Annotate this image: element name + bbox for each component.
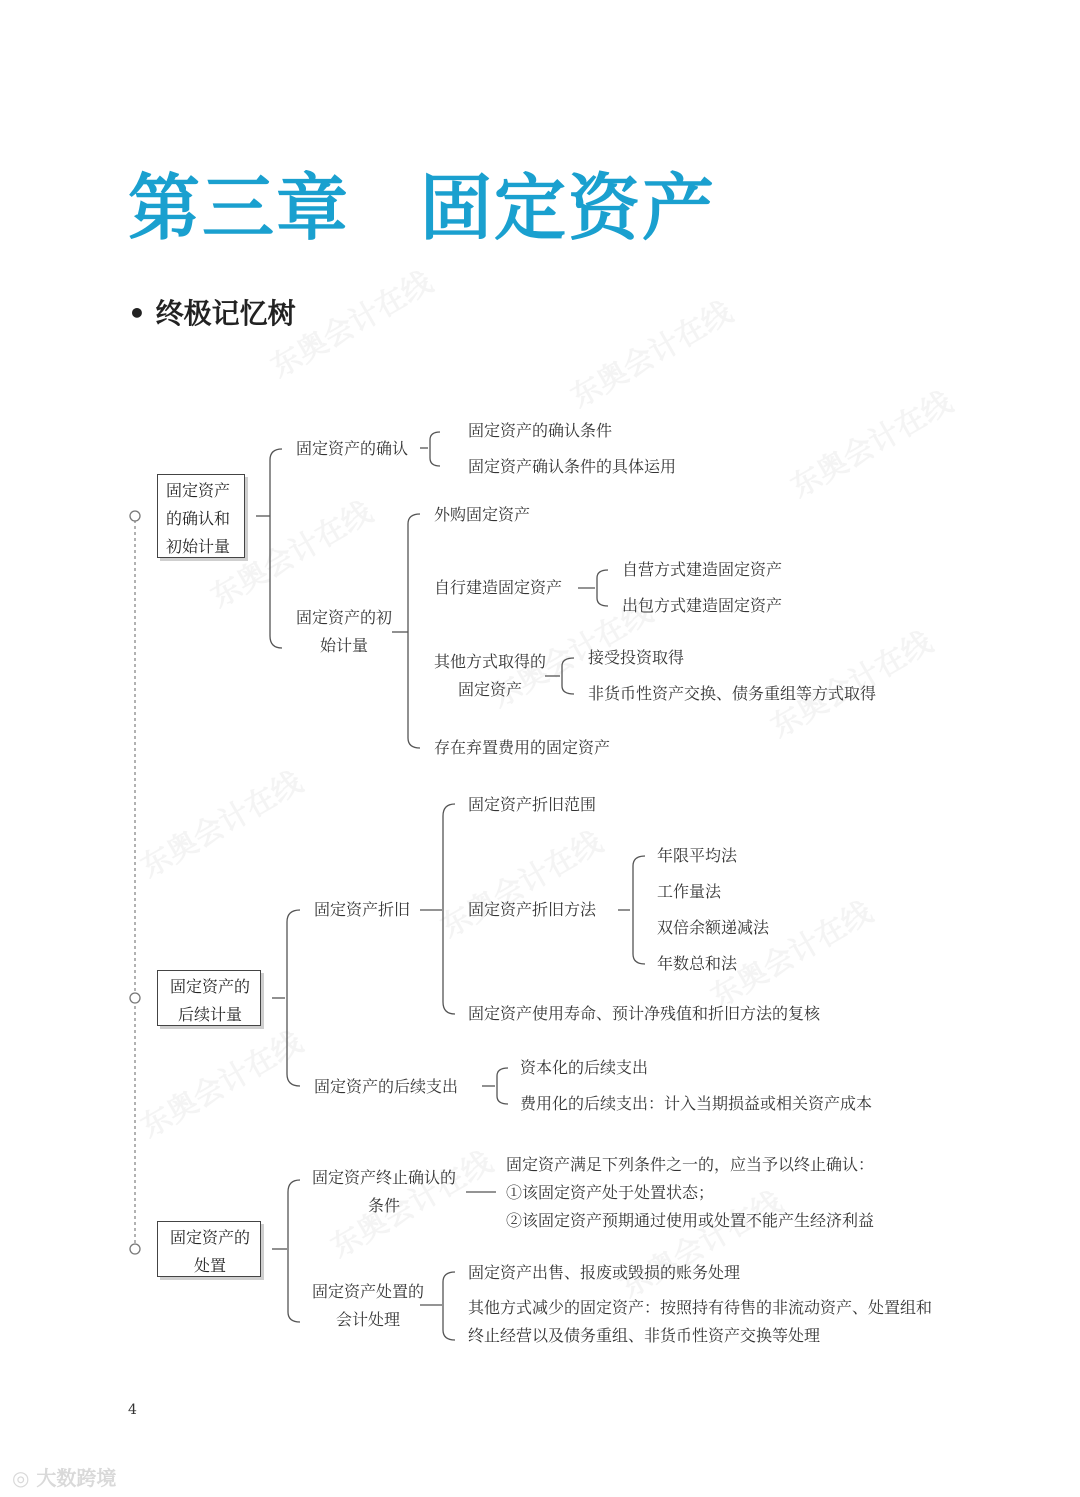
node-recognition-conditions: 固定资产的确认条件	[468, 421, 613, 440]
node-investment: 接受投资取得	[588, 648, 685, 667]
node-other-acquisition: 其他方式取得的固定资产	[434, 652, 547, 699]
node-disposal-cost: 存在弃置费用的固定资产	[434, 738, 611, 757]
derecognition-text-1: 固定资产满足下列条件之一的，应当予以终止确认：	[506, 1155, 875, 1174]
node-subsequent-expenditure: 固定资产的后续支出	[314, 1077, 459, 1096]
watermark-text: 大数跨境	[36, 1466, 117, 1490]
category-box-disposal	[157, 1221, 261, 1277]
node-self-operated: 自营方式建造固定资产	[622, 560, 783, 579]
node-disposal-accounting: 固定资产处置的会计处理	[312, 1282, 425, 1329]
node-self-built: 自行建造固定资产	[434, 578, 563, 597]
category-label: 固定资产的后续计量	[169, 977, 250, 1024]
node-depreciation-scope: 固定资产折旧范围	[468, 795, 597, 814]
corner-watermark	[12, 1462, 116, 1491]
category-label: 固定资产的确认和初始计量	[166, 481, 231, 556]
node-other-disposal: 其他方式减少的固定资产：按照持有待售的非流动资产、处置组和终止经营以及债务重组、非货币性资产交换等处理	[468, 1298, 933, 1345]
node-double-declining: 双倍余额递减法	[657, 918, 770, 937]
category-label: 固定资产的处置	[169, 1228, 250, 1275]
node-initial-measurement: 固定资产的初始计量	[296, 608, 393, 655]
page-number: 4	[128, 1402, 137, 1418]
category-box-recognition	[157, 474, 245, 558]
chapter-name: 固定资产	[420, 166, 717, 250]
node-depreciation-method: 固定资产折旧方法	[468, 900, 597, 919]
section-heading: • 终极记忆树	[128, 297, 296, 330]
node-derecognition-conditions: 固定资产终止确认的条件	[312, 1168, 457, 1215]
category-box-subsequent	[157, 970, 261, 1026]
node-depreciation: 固定资产折旧	[314, 900, 411, 919]
derecognition-text-3: ②该固定资产预期通过使用或处置不能产生经济利益	[506, 1211, 875, 1230]
node-recognition: 固定资产的确认	[296, 439, 409, 458]
node-purchased: 外购固定资产	[434, 505, 531, 524]
node-straight-line: 年限平均法	[657, 846, 738, 865]
node-contracted: 出包方式建造固定资产	[622, 596, 783, 615]
node-sale-scrap: 固定资产出售、报废或毁损的账务处理	[468, 1263, 741, 1282]
derecognition-text-2: ①该固定资产处于处置状态；	[506, 1183, 715, 1202]
node-expensed: 费用化的后续支出：计入当期损益或相关资产成本	[520, 1094, 873, 1113]
chapter-number: 第三章	[128, 166, 351, 250]
node-exchange: 非货币性资产交换、债务重组等方式取得	[588, 684, 877, 703]
node-recognition-application: 固定资产确认条件的具体运用	[468, 457, 677, 476]
node-review: 固定资产使用寿命、预计净残值和折旧方法的复核	[468, 1004, 821, 1023]
node-capitalized: 资本化的后续支出	[520, 1058, 649, 1077]
node-units-of-production: 工作量法	[657, 882, 722, 901]
node-sum-of-years: 年数总和法	[657, 954, 738, 973]
watermark-logo-icon: ◎	[12, 1466, 30, 1490]
